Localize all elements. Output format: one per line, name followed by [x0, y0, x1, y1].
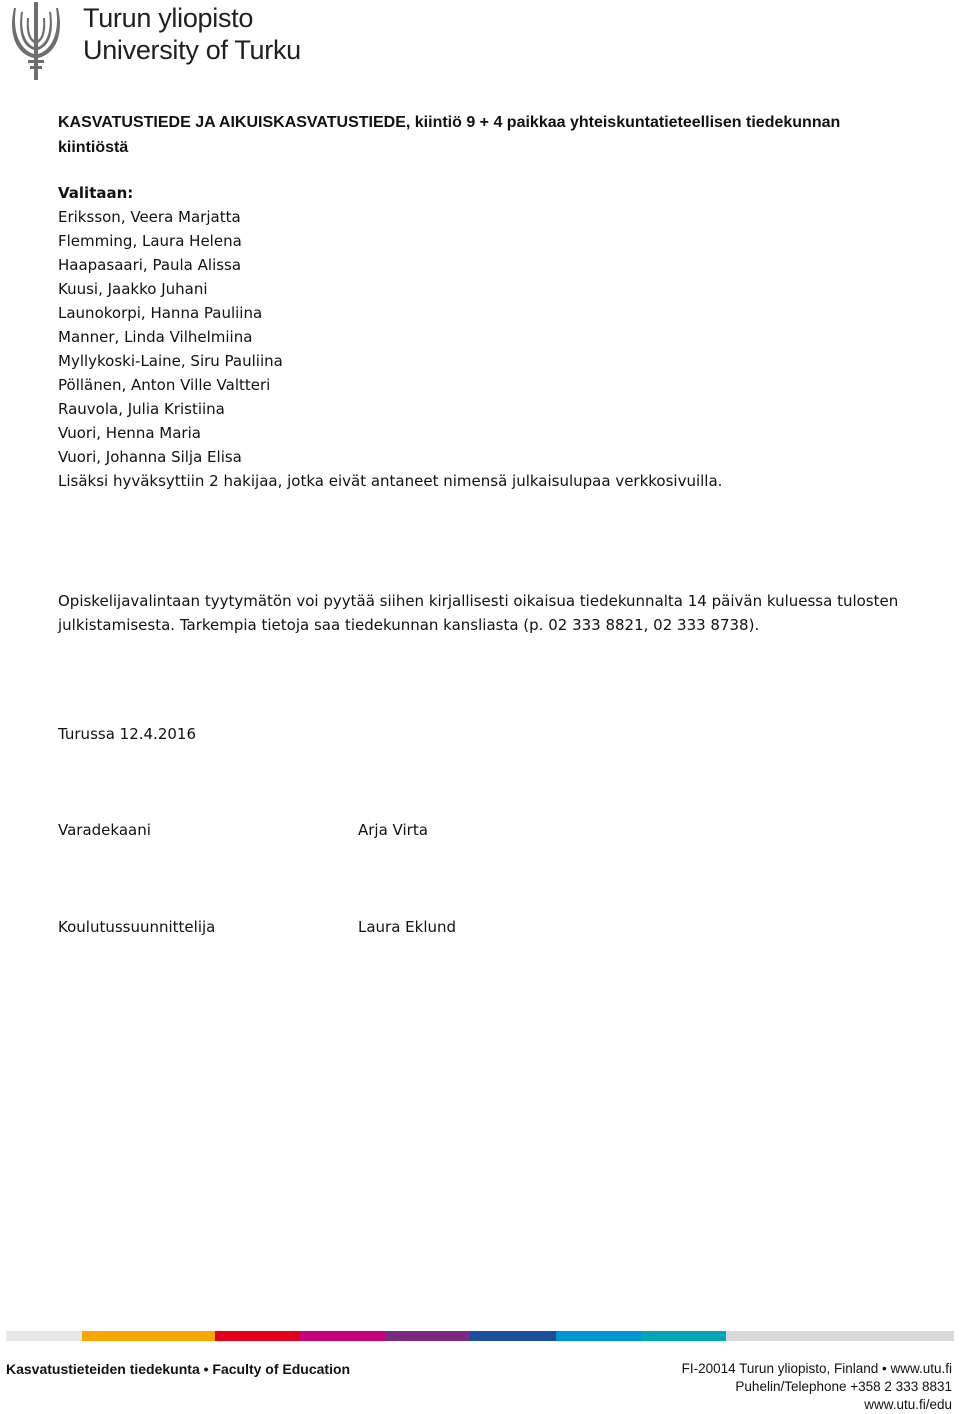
color-bar-segment	[300, 1331, 385, 1341]
document-date: Turussa 12.4.2016	[58, 725, 196, 743]
document-body	[58, 110, 958, 936]
logo-text-finnish: Turun yliopisto	[83, 3, 254, 33]
color-bar-segment	[726, 1331, 954, 1341]
color-bar-segment	[385, 1331, 470, 1341]
signature-role: Koulutussuunnittelija	[58, 918, 216, 936]
color-bar-segment	[215, 1331, 300, 1341]
color-bar-segment	[470, 1331, 555, 1341]
torch-emblem-icon	[6, 2, 66, 80]
logo-wordmark	[83, 2, 301, 66]
list-item: Vuori, Johanna Silja Elisa	[58, 448, 242, 466]
list-item: Manner, Linda Vilhelmiina	[58, 328, 253, 346]
list-item: Vuori, Henna Maria	[58, 424, 201, 442]
signature-role: Varadekaani	[58, 821, 151, 839]
list-item: Kuusi, Jaakko Juhani	[58, 280, 208, 298]
additional-note: Lisäksi hyväksyttiin 2 hakijaa, jotka eivät antaneet nimensä julkaisulupaa verkkosivuilla.	[58, 472, 723, 490]
color-bar-segment	[82, 1331, 215, 1341]
footer-contact	[682, 1360, 952, 1414]
list-item: Launokorpi, Hanna Pauliina	[58, 304, 263, 322]
signature-name: Arja Virta	[358, 821, 428, 839]
appeal-paragraph: Opiskelijavalintaan tyytymätön voi pyytää siihen kirjallisesti oikaisua tiedekunnalta 14 päivän kuluessa tulosten julkistamisesta. Tarkempia tietoja saa tiedekunnan kansliasta (p. 02 333 8821, 02 333 8738).	[58, 592, 899, 634]
footer-phone: Puhelin/Telephone +358 2 333 8831	[735, 1379, 952, 1394]
list-item: Eriksson, Veera Marjatta	[58, 208, 241, 226]
color-bar-segment	[6, 1331, 82, 1341]
footer-address: FI-20014 Turun yliopisto, Finland • www.utu.fi	[681, 1361, 952, 1376]
list-item: Rauvola, Julia Kristiina	[58, 400, 225, 418]
footer-faculty: Kasvatustieteiden tiedekunta • Faculty of Education	[6, 1361, 351, 1377]
logo-text-english: University of Turku	[83, 35, 301, 65]
list-item: Haapasaari, Paula Alissa	[58, 256, 242, 274]
color-bar-segment	[556, 1331, 641, 1341]
document-heading: KASVATUSTIEDE JA AIKUISKASVATUSTIEDE, kiintiö 9 + 4 paikkaa yhteiskuntatieteellisen tiedekunnan kiintiöstä	[58, 114, 841, 156]
color-bar-segment	[641, 1331, 726, 1341]
selected-names-list	[58, 205, 958, 469]
list-item: Pöllänen, Anton Ville Valtteri	[58, 376, 271, 394]
signature-name: Laura Eklund	[358, 918, 457, 936]
list-item: Flemming, Laura Helena	[58, 232, 242, 250]
selected-label: Valitaan:	[58, 184, 134, 202]
footer-web: www.utu.fi/edu	[864, 1397, 952, 1412]
footer-color-bar	[6, 1331, 954, 1341]
list-item: Myllykoski-Laine, Siru Pauliina	[58, 352, 283, 370]
